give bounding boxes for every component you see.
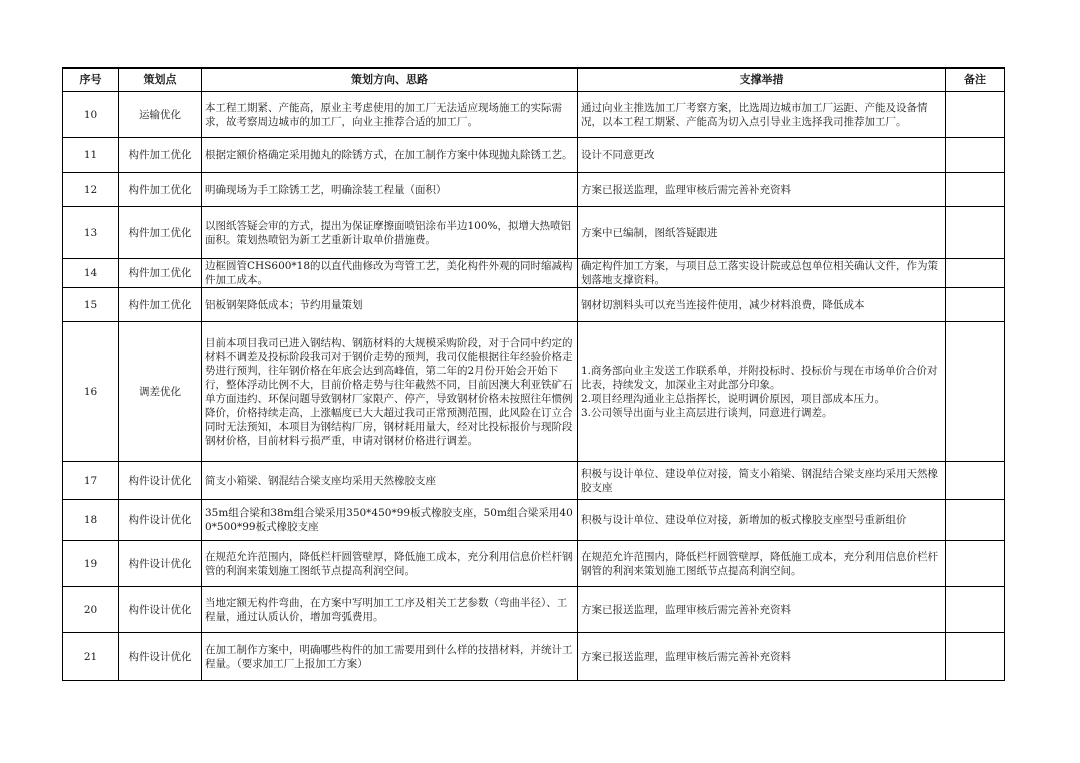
- table-row: [63, 207, 1005, 259]
- table-row: [63, 92, 1005, 138]
- row-seq: 18: [63, 500, 119, 541]
- row-note: [946, 541, 1005, 587]
- row-seq: 21: [63, 633, 119, 681]
- row-seq: 14: [63, 259, 119, 288]
- row-measures: 积极与设计单位、建设单位对接，简支小箱梁、钢混结合梁支座均采用天然橡胶支座: [578, 462, 946, 500]
- row-point: 构件设计优化: [119, 500, 202, 541]
- row-seq: 19: [63, 541, 119, 587]
- table-row: [63, 173, 1005, 207]
- row-note: [946, 92, 1005, 138]
- row-measures: 通过向业主推选加工厂考察方案，比选周边城市加工厂运距、产能及设备情况，以本工程工期紧、产能高为切入点引导业主选择我司推荐加工厂。: [578, 92, 946, 138]
- row-measures: 1.商务部向业主发送工作联系单，并附投标时、投标价与现在市场单价合价对比表，持续发文，加深业主对此部分印象。 2.项目经理沟通业主总指挥长，说明调价原因，项目部成本压力。 3.公司领导出面与业主高层进行谈判，同意进行调差。: [578, 322, 946, 462]
- table-row: [63, 259, 1005, 288]
- row-seq: 16: [63, 322, 119, 462]
- table-row: [63, 288, 1005, 322]
- row-direction: 根据定额价格确定采用抛丸的除锈方式，在加工制作方案中体现抛丸除锈工艺。: [202, 138, 578, 173]
- row-note: [946, 173, 1005, 207]
- row-direction: 简支小箱梁、钢混结合梁支座均采用天然橡胶支座: [202, 462, 578, 500]
- row-point: 构件设计优化: [119, 587, 202, 633]
- row-point: 构件设计优化: [119, 541, 202, 587]
- row-measures: 在规范允许范围内，降低栏杆圆管壁厚，降低施工成本，充分利用信息价栏杆钢管的利润来策划施工图纸节点提高利润空间。: [578, 541, 946, 587]
- row-note: [946, 207, 1005, 259]
- row-seq: 10: [63, 92, 119, 138]
- row-measures: 方案已报送监理，监理审核后需完善补充资料: [578, 633, 946, 681]
- table-row: [63, 587, 1005, 633]
- row-point: 运输优化: [119, 92, 202, 138]
- row-point: 调差优化: [119, 322, 202, 462]
- row-point: 构件加工优化: [119, 288, 202, 322]
- row-note: [946, 633, 1005, 681]
- planning-table: [62, 67, 1005, 681]
- row-measures: 设计不同意更改: [578, 138, 946, 173]
- row-point: 构件设计优化: [119, 462, 202, 500]
- row-direction: 以图纸答疑会审的方式，提出为保证摩擦面喷铝涂布半边100%，拟增大热喷铝面积。策划热喷铝为新工艺重新计取单价措施费。: [202, 207, 578, 259]
- row-direction: 35m组合梁和38m组合梁采用350*450*99板式橡胶支座，50m组合梁采用400*500*99板式橡胶支座: [202, 500, 578, 541]
- row-measures: 钢材切割料头可以充当连接件使用，减少材料浪费，降低成本: [578, 288, 946, 322]
- table-row: [63, 322, 1005, 462]
- row-direction: 目前本项目我司已进入钢结构、钢筋材料的大规模采购阶段，对于合同中约定的材料不调差及投标阶段我司对于钢价走势的预判，我司仅能根据往年经验价格走势进行预判，往年钢价格在年底会达到高峰值，第二年的2月份开始会开始下行，整体浮动比例不大，目前价格走势与往年截然不同，目前因澳大利亚铁矿石单方面违约、环保问题导致钢材厂家限产、停产，导致钢材价格未按照往年惯例降价，价格持续走高，上涨幅度已大大超过我司正常预测范围，此风险在订立合同时无法预知，本项目为钢结构厂房，钢材耗用量大，经对比投标报价与现阶段钢材价格，目前材料亏损严重，申请对钢材价格进行调差。: [202, 322, 578, 462]
- table-row: [63, 633, 1005, 681]
- row-note: [946, 259, 1005, 288]
- row-direction: 本工程工期紧、产能高，原业主考虑使用的加工厂无法适应现场施工的实际需求，故考察周边城市的加工厂，向业主推荐合适的加工厂。: [202, 92, 578, 138]
- row-seq: 15: [63, 288, 119, 322]
- row-note: [946, 322, 1005, 462]
- table-row: [63, 541, 1005, 587]
- table-row: [63, 462, 1005, 500]
- header-seq: 序号: [63, 68, 119, 92]
- row-direction: 明确现场为手工除锈工艺，明确涂装工程量（面积）: [202, 173, 578, 207]
- row-direction: 在规范允许范围内，降低栏杆圆管壁厚，降低施工成本，充分利用信息价栏杆钢管的利润来策划施工图纸节点提高利润空间。: [202, 541, 578, 587]
- row-seq: 11: [63, 138, 119, 173]
- header-point: 策划点: [119, 68, 202, 92]
- table-row: [63, 138, 1005, 173]
- row-seq: 20: [63, 587, 119, 633]
- row-direction: 在加工制作方案中，明确哪些构件的加工需要用到什么样的技措材料，并统计工程量。（要求加工厂上报加工方案）: [202, 633, 578, 681]
- table-header-row: [63, 68, 1005, 92]
- row-note: [946, 500, 1005, 541]
- row-point: 构件加工优化: [119, 173, 202, 207]
- row-measures: 方案中已编制，图纸答疑跟进: [578, 207, 946, 259]
- row-measures: 积极与设计单位、建设单位对接，新增加的板式橡胶支座型号重新组价: [578, 500, 946, 541]
- header-note: 备注: [946, 68, 1005, 92]
- row-seq: 13: [63, 207, 119, 259]
- table-row: [63, 500, 1005, 541]
- row-note: [946, 462, 1005, 500]
- row-measures: 方案已报送监理，监理审核后需完善补充资料: [578, 587, 946, 633]
- row-point: 构件加工优化: [119, 207, 202, 259]
- row-point: 构件加工优化: [119, 138, 202, 173]
- row-note: [946, 587, 1005, 633]
- row-measures: 确定构件加工方案，与项目总工落实设计院或总包单位相关确认文件，作为策划落地支撑资料。: [578, 259, 946, 288]
- row-note: [946, 138, 1005, 173]
- header-direction: 策划方向、思路: [202, 68, 578, 92]
- row-measures: 方案已报送监理，监理审核后需完善补充资料: [578, 173, 946, 207]
- row-point: 构件设计优化: [119, 633, 202, 681]
- row-seq: 17: [63, 462, 119, 500]
- row-direction: 边框圆管CHS600*18的以直代曲修改为弯管工艺，美化构件外观的同时缩减构件加工成本。: [202, 259, 578, 288]
- row-direction: 铝板钢架降低成本；节约用量策划: [202, 288, 578, 322]
- row-point: 构件加工优化: [119, 259, 202, 288]
- row-seq: 12: [63, 173, 119, 207]
- row-note: [946, 288, 1005, 322]
- row-direction: 当地定额无构件弯曲，在方案中写明加工工序及相关工艺参数（弯曲半径）、工程量，通过认质认价，增加弯弧费用。: [202, 587, 578, 633]
- header-measures: 支撑举措: [578, 68, 946, 92]
